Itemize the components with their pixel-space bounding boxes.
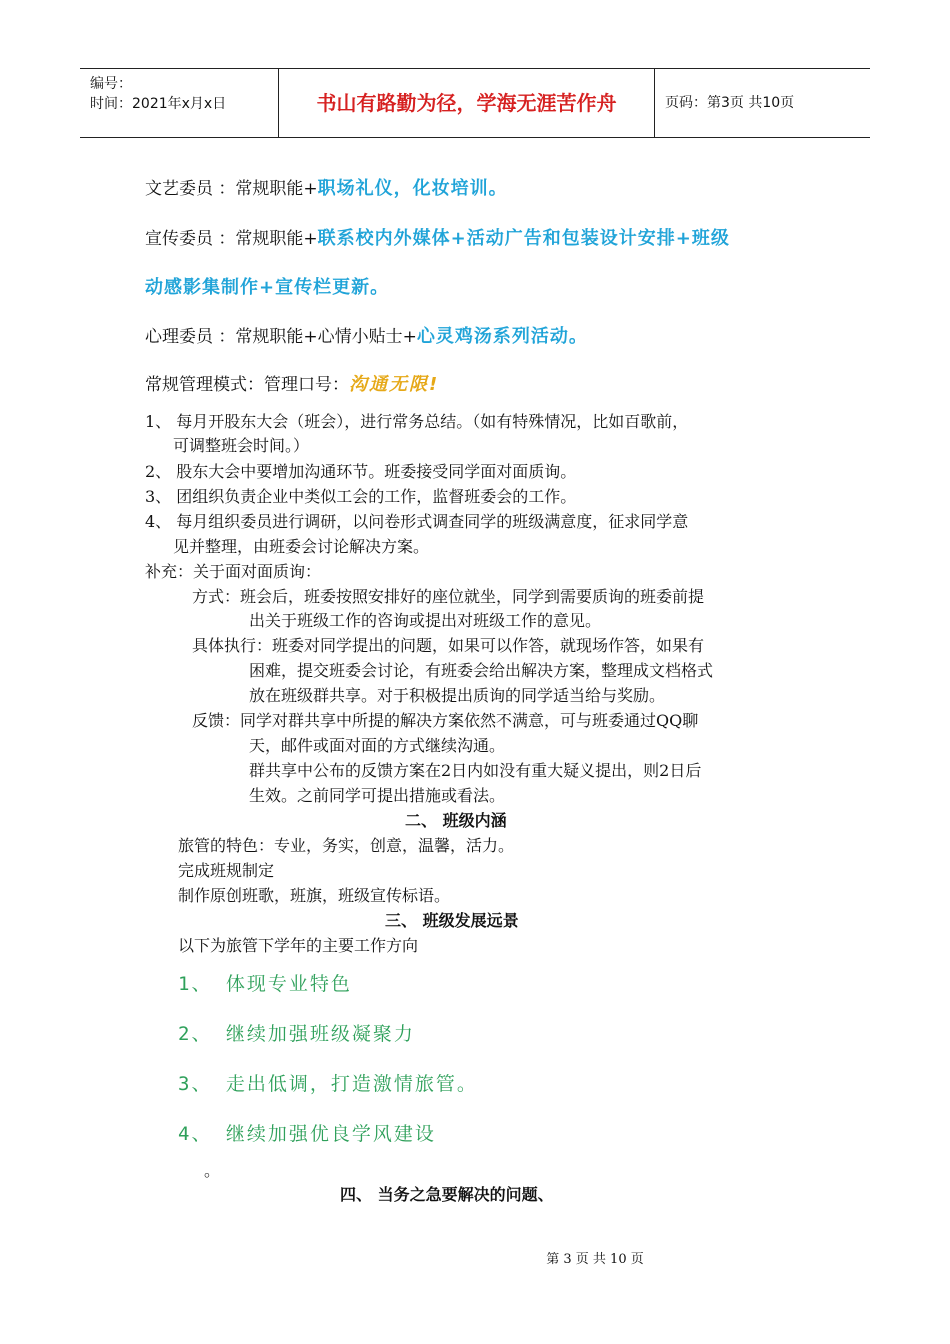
role-name: 宣传委员 ：常规职能+ [145,229,318,249]
header-page [655,69,870,137]
role-line [145,174,508,200]
role-line [145,224,730,250]
header-motto: 书山有路勤为径，学海无涯苦作舟 [279,69,655,137]
section-intro: 以下为旅管下学年的主要工作方向 [178,936,419,955]
management-mode [145,370,439,396]
role-duty: 心灵鸡汤系列活动。 [416,326,588,347]
section-line: 制作原创班歌，班旗，班级宣传标语。 [178,886,451,905]
goal-item: 1、 体现专业特色 [178,973,352,995]
supplement-line: 群共享中公布的反馈方案在2日内如没有重大疑义提出，则2日后 [249,761,702,780]
list-item: 见并整理，由班委会讨论解决方案。 [173,537,430,556]
section-heading: 四、 当务之急要解决的问题、 [340,1185,554,1204]
section-heading: 二、 班级内涵 [405,811,507,830]
page-footer: 第 3 页 共 10 页 [546,1252,644,1267]
list-item: 2、 股东大会中要增加沟通环节。班委接受同学面对面质询。 [145,462,577,481]
goal-item: 2、 继续加强班级凝聚力 [178,1023,415,1045]
role-line [145,273,389,299]
supplement-line: 放在班级群共享。对于积极提出质询的同学适当给与奖励。 [249,686,666,705]
list-item: 3、 团组织负责企业中类似工会的工作，监督班委会的工作。 [145,487,577,506]
section-line: 完成班规制定 [178,861,275,880]
list-item: 可调整班会时间。） [173,436,310,455]
mode-label: 常规管理模式：管理口号： [145,375,349,395]
page-header [80,68,870,138]
supplement-line: 生效。之前同学可提出措施或看法。 [249,786,506,805]
supplement-line: 天，邮件或面对面的方式继续沟通。 [249,736,506,755]
page-label: 页码：第3页 共10页 [665,95,795,111]
slogan: 沟通无限! [349,374,440,395]
time-label: 时间：2021年x月x日 [90,96,227,112]
role-duty: 联系校内外媒体+活动广告和包装设计安排+班级 [317,228,730,249]
header-meta [80,69,279,137]
list-item: 1、 每月开股东大会（班会），进行常务总结。（如有特殊情况，比如百歌前， [145,412,689,431]
role-duty: 动感影集制作+宣传栏更新。 [145,277,390,298]
role-duty: 职场礼仪，化妆培训。 [317,178,508,199]
supplement-line: 反馈：同学对群共享中所提的解决方案依然不满意，可与班委通过QQ聊 [192,711,699,730]
section-heading: 三、 班级发展远景 [385,911,519,930]
section-line: 旅管的特色：专业，务实，创意，温馨，活力。 [178,836,515,855]
supplement-title: 补充：关于面对面质询： [145,562,322,581]
goal-item: 4、 继续加强优良学风建设 [178,1123,436,1145]
number-label: 编号： [90,76,132,92]
supplement-line: 具体执行：班委对同学提出的问题，如果可以作答，就现场作答，如果有 [192,636,705,655]
role-name: 心理委员 ：常规职能+心情小贴士+ [145,327,417,347]
role-name: 文艺委员 ：常规职能+ [145,179,318,199]
supplement-line: 方式：班会后，班委按照安排好的座位就坐，同学到需要质询的班委前提 [192,587,705,606]
supplement-line: 困难，提交班委会讨论，有班委会给出解决方案，整理成文档格式 [249,661,714,680]
supplement-line: 出关于班级工作的咨询或提出对班级工作的意见。 [249,611,602,630]
list-item: 4、 每月组织委员进行调研，以问卷形式调查同学的班级满意度，征求同学意 [145,512,689,531]
goal-item: 3、 走出低调，打造激情旅管。 [178,1073,478,1095]
role-line [145,322,588,348]
trailing-dot: 。 [204,1161,221,1180]
